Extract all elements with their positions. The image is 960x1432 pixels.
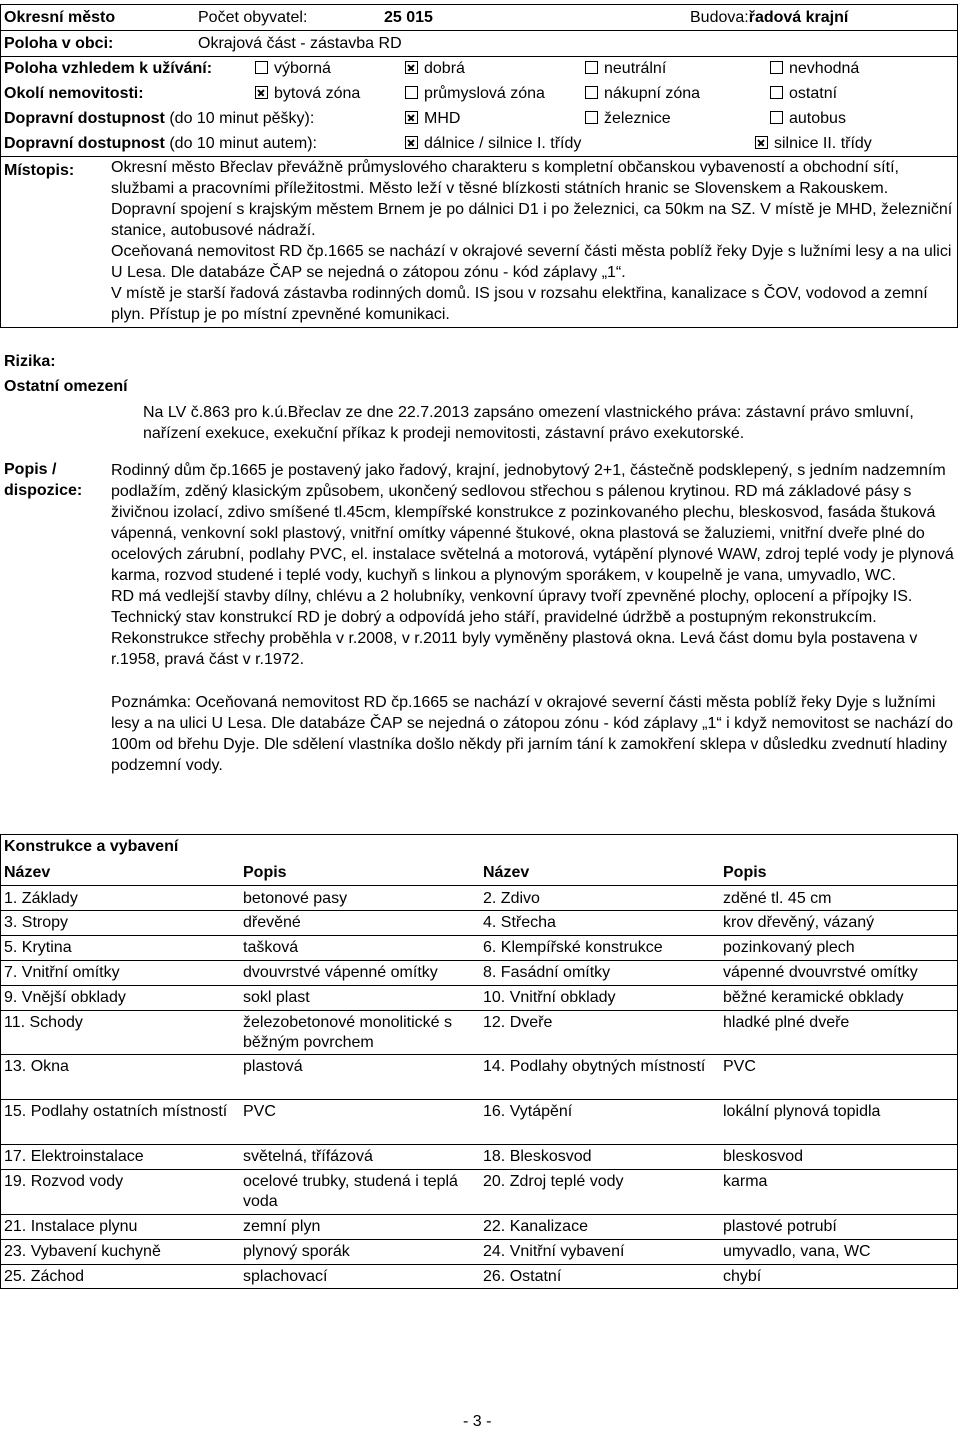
checkrow-label [4, 84, 144, 104]
checkbox-option-label: dálnice / silnice I. třídy [424, 135, 582, 152]
table-cell: 8. Fasádní omítky [483, 964, 611, 981]
checkbox-option[interactable] [255, 84, 360, 104]
table-cell: PVC [723, 1058, 756, 1075]
checkrow-label [4, 134, 317, 154]
checkbox-option[interactable] [585, 109, 671, 129]
ostatni-omezeni-label: Ostatní omezení [4, 378, 128, 395]
table-cell: 1. Základy [4, 890, 78, 907]
page-number: - 3 - [463, 1413, 492, 1430]
table-cell: hladké plné dveře [723, 1014, 850, 1031]
popis-paragraph: RD má vedlejší stavby dílny, chlévu a 2 holubníky, venkovní úpravy tvoří zpevněné plochy, oplocení a přípojky IS. [111, 588, 913, 605]
table-cell: plastové potrubí [723, 1218, 837, 1235]
popis-paragraph: Technický stav konstrukcí RD je dobrý a odpovídá jeho stáří, pravidelné údržbě a postupným rekonstrukcím. Rekonstrukce střechy proběhla v r.2008, v r.2011 byly vyměněny plastová okna. Levá část domu byla postavena v r.1958, pravá část v r.1972. [111, 609, 918, 668]
table-cell: 3. Stropy [4, 914, 69, 931]
table-cell: 2. Zdivo [483, 890, 540, 907]
konstrukce-title: Konstrukce a vybavení [4, 838, 179, 855]
checkbox-option[interactable] [255, 59, 331, 79]
table-cell: zděné tl. 45 cm [723, 890, 832, 907]
checkbox-empty-icon[interactable] [405, 86, 418, 99]
checkbox-option-label: dobrá [424, 60, 465, 77]
table-cell: chybí [723, 1268, 762, 1285]
checkbox-option[interactable] [770, 84, 837, 104]
table-cell: bleskosvod [723, 1148, 804, 1165]
popis-paragraph: Rodinný dům čp.1665 je postavený jako řadový, krajní, jednobytový 2+1, částečně podsklepený, s jedním nadzemním podlažím, zděný klasickým způsobem, ukončený sedlovou střechou s pálenou krytinou. RD má základové pásy s živičnou izolací, zdivo smíšené tl.45cm, klempířské konstrukce z pozinkovaného plechu, bleskosvod, fasáda štuková vápenná, venkovní sokl plastový, vnitřní omítky vápenné štukové, okna plastová se žaluziemi, vnitřní dveře plné do ocelových zárubní, podlahy PVC, el. instalace světelná a motorová, vytápění plynové WAW, zdroj teplé vody je plynová karma, rozvod studené i teplé vody, kuchyň s linkou a plynovým sporákem, v koupelně je vana, umyvadlo, WC. [111, 462, 954, 584]
table-cell: 6. Klempířské konstrukce [483, 939, 663, 956]
budova-label: Budova: [690, 9, 749, 26]
checkbox-empty-icon[interactable] [770, 111, 783, 124]
checkbox-checked-icon[interactable] [405, 61, 418, 74]
checkbox-option[interactable] [585, 84, 700, 104]
checkbox-empty-icon[interactable] [255, 61, 268, 74]
table-cell: dvouvrstvé vápenné omítky [243, 964, 438, 981]
table-cell: 4. Střecha [483, 914, 556, 931]
checkbox-option[interactable] [585, 59, 666, 79]
checkrow-label [4, 59, 212, 79]
table-cell: zemní plyn [243, 1218, 321, 1235]
table-cell: lokální plynová topidla [723, 1103, 881, 1120]
table-cell: 22. Kanalizace [483, 1218, 588, 1235]
table-cell: ocelové trubky, studená i teplá voda [243, 1173, 458, 1210]
checkbox-option-label: silnice II. třídy [774, 135, 872, 152]
table-cell: železobetonové monolitické s běžným povrchem [243, 1014, 453, 1051]
checkrow-label-bold: Dopravní dostupnost [4, 110, 165, 127]
table-cell: betonové pasy [243, 890, 348, 907]
checkbox-checked-icon[interactable] [255, 86, 268, 99]
table-cell: splachovací [243, 1268, 328, 1285]
column-header: Název [483, 864, 530, 881]
header-divider [0, 885, 958, 886]
popis-label-line1: Popis / [4, 461, 57, 478]
checkbox-empty-icon[interactable] [770, 86, 783, 99]
checkbox-option-label: neutrální [604, 60, 667, 77]
mistopis-paragraph: Oceňovaná nemovitost RD čp.1665 se nachází v okrajové severní části města poblíž řeky Dyje s lužními lesy a na ulici U Lesa. Dle databáze ČAP se nejedná o zátopou zónu - kód záplavy „1“. [111, 243, 952, 281]
table-cell: 19. Rozvod vody [4, 1173, 124, 1190]
table-cell: 16. Vytápění [483, 1103, 573, 1120]
table-cell: 20. Zdroj teplé vody [483, 1173, 624, 1190]
checkbox-option-label: výborná [274, 60, 331, 77]
checkbox-empty-icon[interactable] [585, 111, 598, 124]
checkbox-empty-icon[interactable] [585, 61, 598, 74]
popis-label [4, 459, 82, 501]
table-cell: 11. Schody [4, 1014, 83, 1031]
checkbox-option[interactable] [405, 109, 460, 129]
table-cell: 25. Záchod [4, 1268, 85, 1285]
table-cell: 14. Podlahy obytných místností [483, 1058, 706, 1075]
table-cell: 7. Vnitřní omítky [4, 964, 120, 981]
checkrow-label-rest: (do 10 minut pěšky): [164, 110, 315, 127]
checkbox-option-label: ostatní [789, 85, 838, 102]
table-cell: 10. Vnitřní obklady [483, 989, 616, 1006]
table-cell: 9. Vnější obklady [4, 989, 126, 1006]
popis-note: Poznámka: Oceňovaná nemovitost RD čp.1665 se nachází v okrajové severní části města poblíž řeky Dyje s lužními lesy a na ulici U Lesa. Dle databáze ČAP se nejedná o zátopou zónu - kód záplavy „1“ i když nemovitost se nachází do 100m od břehu Dyje. Dle sdělení vlastníka došlo někdy při jarním tání k zamokření sklepa v důsledku zvednutí hladiny podzemní vody. [111, 694, 953, 774]
checkbox-option[interactable] [755, 134, 872, 154]
poloha-v-obci-value: Okrajová část - zástavba RD [198, 35, 402, 52]
table-cell: běžné keramické obklady [723, 989, 904, 1006]
checkrow-label [4, 109, 314, 129]
table-cell: krov dřevěný, vázaný [723, 914, 875, 931]
table-cell: dřevěné [243, 914, 301, 931]
mistopis-body [111, 157, 957, 325]
checkbox-checked-icon[interactable] [755, 136, 768, 149]
checkrow-label-bold: Poloha vzhledem k užívání: [4, 60, 213, 77]
checkbox-checked-icon[interactable] [405, 111, 418, 124]
table-cell: karma [723, 1173, 768, 1190]
checkbox-option[interactable] [405, 134, 581, 154]
checkbox-option[interactable] [770, 109, 846, 129]
table-cell: vápenné dvouvrstvé omítky [723, 964, 918, 981]
table-cell: 18. Bleskosvod [483, 1148, 592, 1165]
table-cell: 23. Vybavení kuchyně [4, 1243, 161, 1260]
mistopis-label: Místopis: [4, 162, 75, 179]
rizika-text: Na LV č.863 pro k.ú.Břeclav ze dne 22.7.2013 zapsáno omezení vlastnického práva: zástavní právo smluvní, nařízení exekuce, exekuční příkaz k prodeji nemovitosti, zástavní právo exekutorské. [143, 404, 914, 442]
checkbox-option-label: průmyslová zóna [424, 85, 545, 102]
popis-body [111, 460, 957, 776]
checkbox-empty-icon[interactable] [770, 61, 783, 74]
table-cell: tašková [243, 939, 299, 956]
table-cell: 21. Instalace plynu [4, 1218, 138, 1235]
column-header: Název [4, 864, 51, 881]
table-cell: 15. Podlahy ostatních místností [4, 1103, 228, 1120]
column-header: Popis [243, 864, 287, 881]
mistopis-paragraph: V místě je starší řadová zástavba rodinných domů. IS jsou v rozsahu elektřina, kanalizace s ČOV, vodovod a zemní plyn. Přístup je po místní zpevněné komunikaci. [111, 285, 928, 323]
checkbox-option[interactable] [405, 59, 465, 79]
checkbox-option-label: autobus [789, 110, 846, 127]
table-cell: 26. Ostatní [483, 1268, 562, 1285]
popis-label-line2: dispozice: [4, 482, 83, 499]
checkbox-option-label: nevhodná [789, 60, 860, 77]
table-cell: pozinkovaný plech [723, 939, 855, 956]
checkbox-option[interactable] [770, 59, 859, 79]
poloha-v-obci-label: Poloha v obci: [4, 35, 114, 52]
table-cell: plastová [243, 1058, 303, 1075]
column-header: Popis [723, 864, 767, 881]
table-cell: plynový sporák [243, 1243, 350, 1260]
checkbox-option-label: MHD [424, 110, 461, 127]
okresni-mesto-label: Okresní město [4, 9, 116, 26]
pocet-obyvatel-value: 25 015 [384, 9, 433, 26]
rizika-label: Rizika: [4, 353, 56, 370]
checkrow-label-bold: Okolí nemovitosti: [4, 85, 144, 102]
checkbox-option-label: železnice [604, 110, 671, 127]
checkbox-option-label: bytová zóna [274, 85, 361, 102]
table-cell: umyvadlo, vana, WC [723, 1243, 871, 1260]
checkbox-empty-icon[interactable] [585, 86, 598, 99]
table-cell: sokl plast [243, 989, 310, 1006]
checkbox-option-label: nákupní zóna [604, 85, 701, 102]
table-cell: 5. Krytina [4, 939, 72, 956]
checkrow-label-bold: Dopravní dostupnost [4, 135, 165, 152]
table-cell: 24. Vnitřní vybavení [483, 1243, 625, 1260]
table-cell: 12. Dveře [483, 1014, 553, 1031]
table-cell: 17. Elektroinstalace [4, 1148, 144, 1165]
mistopis-paragraph: Okresní město Břeclav převážně průmyslového charakteru s kompletní občanskou vybaveností a obchodní sítí, službami a pracovními příležitostmi. Město leží v těsné blízkosti státních hranic se Slovenskem a Rakouskem. Dopravní spojení s krajským městem Brnem je po dálnici D1 i po železnici, ca 50km na SZ. V místě je MHD, železniční stanice, autobusové nádraží. [111, 159, 953, 239]
checkbox-option[interactable] [405, 84, 545, 104]
table-cell: PVC [243, 1103, 276, 1120]
checkbox-checked-icon[interactable] [405, 136, 418, 149]
table-cell: světelná, třífázová [243, 1148, 373, 1165]
table-cell: 13. Okna [4, 1058, 69, 1075]
budova-value: řadová krajní [748, 9, 849, 26]
budova-field [690, 8, 848, 28]
pocet-obyvatel-label: Počet obyvatel: [198, 9, 308, 26]
checkrow-label-rest: (do 10 minut autem): [164, 135, 317, 152]
